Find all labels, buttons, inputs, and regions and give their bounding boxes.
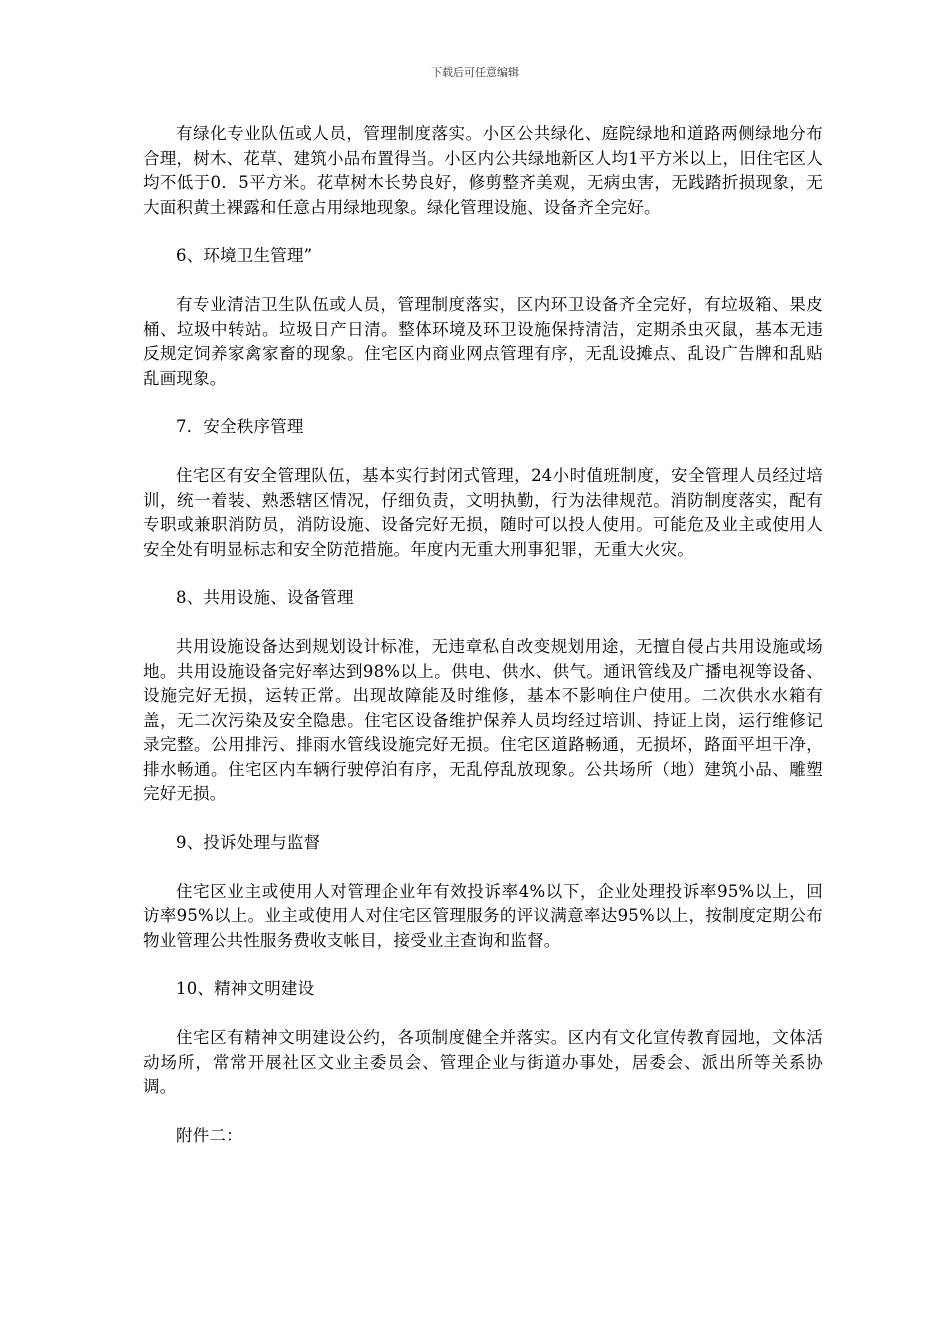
paragraph-sanitation: 有专业清洁卫生队伍或人员，管理制度落实，区内环卫设备齐全完好，有垃圾箱、果皮桶、垃圾中转站。垃圾日产日清。整体环境及环卫设施保持清洁，定期杀虫灭鼠，基本无违反规定饲养家禽家畜的现象。住宅区内商业网点管理有序，无乱设摊点、乱设广告牌和乱贴乱画现象。 — [143, 294, 823, 388]
paragraph-civilization: 住宅区有精神文明建设公约，各项制度健全并落实。区内有文化宣传教育园地，文体活动场所，常常开展社区文业主委员会、管理企业与街道办事处，居委会、派出所等关系协调。 — [143, 1028, 823, 1097]
section-heading-facilities: 8、共用设施、设备管理 — [176, 588, 354, 608]
section-heading-complaints: 9、投诉处理与监督 — [176, 833, 321, 853]
document-body — [143, 122, 823, 1148]
section-heading-sanitation: 6、环境卫生管理” — [176, 246, 313, 266]
paragraph-facilities: 共用设施设备达到规划设计标准，无违章私自改变规划用途，无擅自侵占共用设施或场地。共用设施设备完好率达到98%以上。供电、供水、供气。通讯管线及广播电视等设备、设施完好无损，运转正常。出现故障能及时维修，基本不影响住户使用。二次供水水箱有盖，无二次污染及安全隐患。住宅区设备维护保养人员均经过培训、持证上岗，运行维修记录完整。公用排污、排雨水管线设施完好无损。住宅区道路畅通，无损坏，路面平坦干净，排水畅通。住宅区内车辆行驶停泊有序，无乱停乱放现象。公共场所（地）建筑小品、雕塑完好无损。 — [143, 636, 823, 804]
attachment-label: 附件二： — [176, 1125, 243, 1145]
paragraph-complaints: 住宅区业主或使用人对管理企业年有效投诉率4%以下，企业处理投诉率95%以上，回访率95%以上。业主或使用人对住宅区管理服务的评议满意率达95%以上，按制度定期公布物业管理公共性服务费收支帐目，接受业主查询和监督。 — [143, 881, 823, 950]
paragraph-security: 住宅区有安全管理队伍，基本实行封闭式管理，24小时值班制度，安全管理人员经过培训，统一着装、熟悉辖区情况，仔细负责，文明执勤，行为法律规范。消防制度落实，配有专职或兼职消防员，消防设施、设备完好无损，随时可以投人使用。可能危及业主或使用人安全处有明显标志和安全防范措施。年度内无重大刑事犯罪，无重大火灾。 — [143, 465, 823, 559]
page-header: 下载后可任意编辑 — [431, 66, 519, 79]
section-heading-civilization: 10、精神文明建设 — [176, 979, 315, 999]
section-heading-security: 7．安全秩序管理 — [176, 417, 304, 437]
paragraph-greening: 有绿化专业队伍或人员，管理制度落实。小区公共绿化、庭院绿地和道路两侧绿地分布合理，树木、花草、建筑小品布置得当。小区内公共绿地新区人均1平方米以上，旧住宅区人均不低于0．5平方米。花草树木长势良好，修剪整齐美观，无病虫害，无践踏折损现象，无大面积黄土裸露和任意占用绿地现象。绿化管理设施、设备齐全完好。 — [143, 124, 823, 217]
